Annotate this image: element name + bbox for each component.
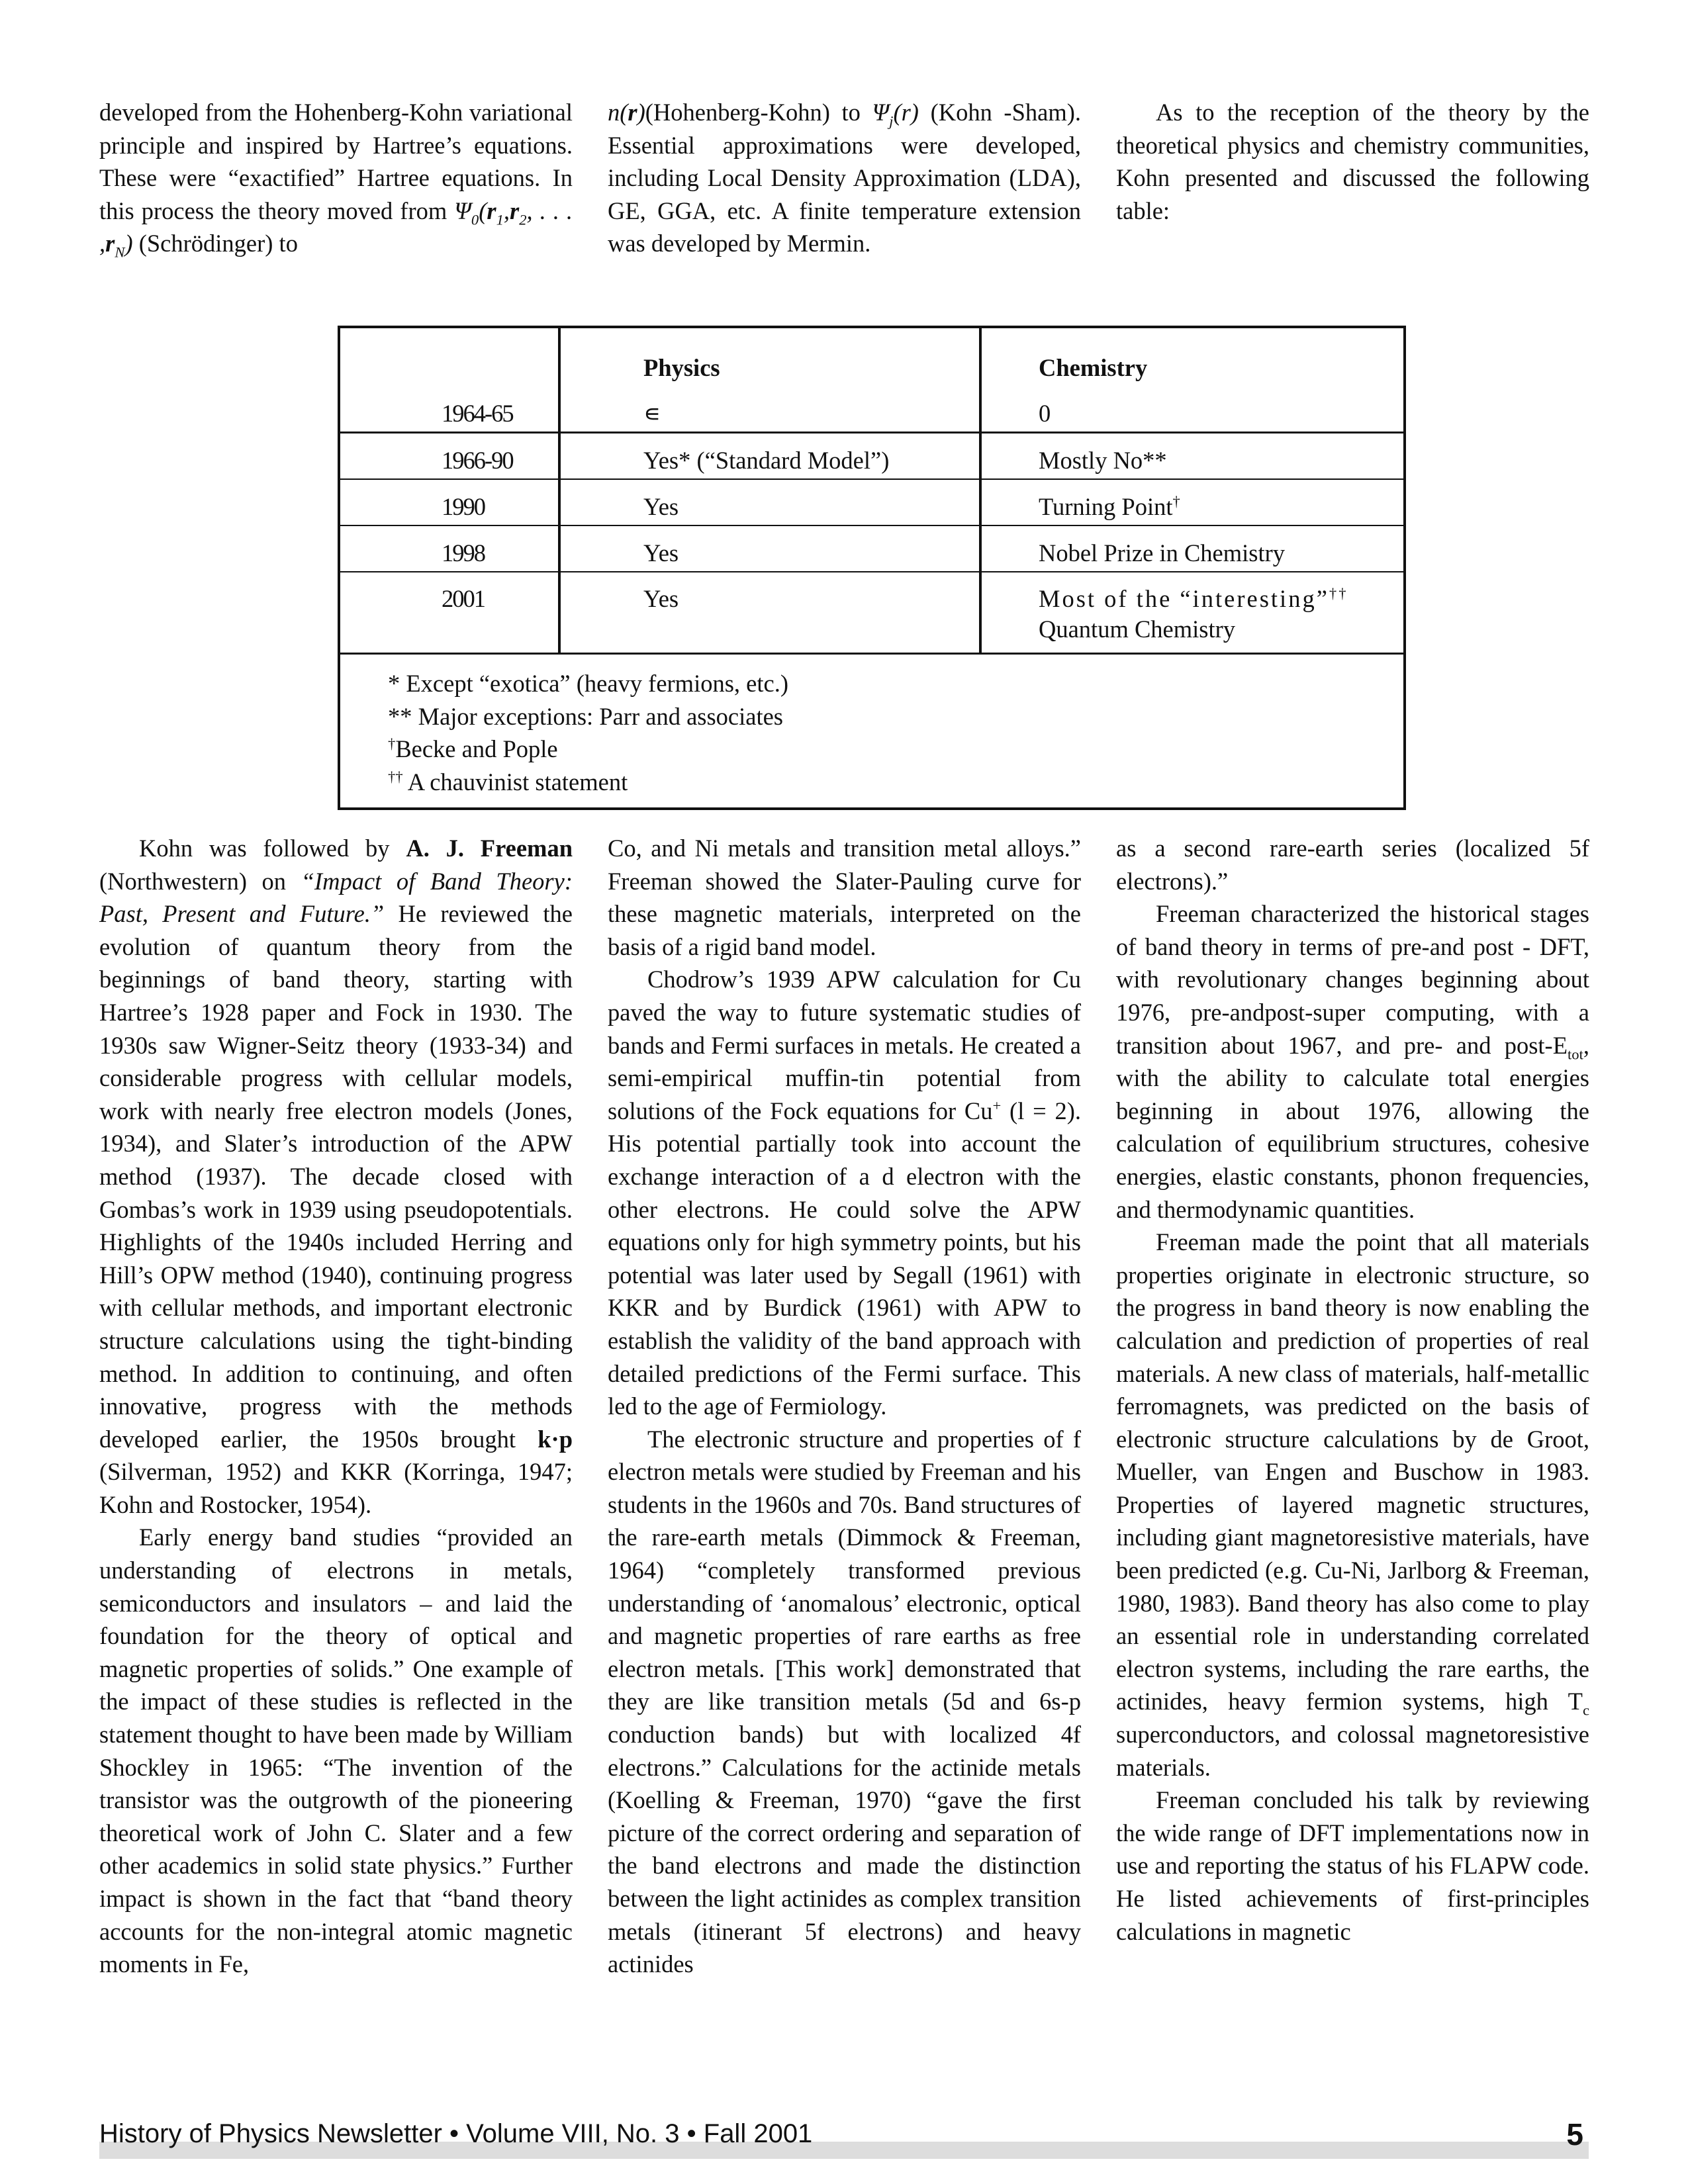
row-chemistry — [1039, 582, 1399, 615]
schrodinger-formula: $\Psi_0(r_1,r_2$, . . . $,r_N$) — [99, 197, 573, 261]
row-year: 2001 — [442, 585, 485, 612]
top-column-2 — [608, 96, 1081, 260]
top-col2-head: (Hohenberg-Kohn) to — [645, 99, 861, 126]
paragraph: Co, and Ni metals and transition metal alloys.” Freeman showed the Slater-Pauling curve for these magnetic materials, interpreted on the basis of a rigid band model. — [608, 835, 1081, 960]
table-note: †Becke and Pople — [388, 735, 558, 762]
table-rule — [340, 571, 1403, 572]
table-note: †† A chauvinist statement — [388, 768, 628, 796]
table-rule — [340, 525, 1403, 526]
density-formula: n(r) — [608, 99, 645, 126]
dagger-mark: † — [1172, 492, 1180, 510]
double-dagger-mark: †† — [1329, 584, 1348, 602]
top-col1-tail: (Schrödinger) to — [138, 230, 298, 257]
kp-method: k·p — [538, 1425, 573, 1453]
row-chemistry-text: Most of the “interesting” — [1039, 585, 1329, 612]
body-column-2 — [608, 832, 1081, 1981]
top-col2-text: (Kohn -Sham). Essential approximations were developed, including Local Density Approximation (LDA), GE, GGA, etc. A finite temperature extension was developed by Mermin. — [608, 99, 1082, 257]
paragraph: Freeman made the point that all materials properties originate in electronic structure, so the progress in band theory is now enabling the calculation and prediction of properties of real materials. A new class of materials, half-metallic ferromagnets, was predicted on the basis of electronic structure calculations by de Groot, Mueller, van Engen and Buschow in 1983. Properties of layered magnetic structures, including giant magnetoresistive materials, have been predicted (e.g. Cu-Ni, Jarlborg & Freeman, 1980, 1983). Band theory has also come to play an essential role in understanding correlated electron systems, including the rare earths, the actinides, heavy fermion systems, high $T_c$ superconductors, and colossal magnetoresistive materials. — [1116, 1228, 1589, 1781]
paragraph: Chodrow’s 1939 APW calculation for Cu paved the way to future systematic studies of bands and Fermi surfaces in metals. He created a semi-empirical muffin-tin potential from solutions of the Fock equations for Cu+ (l = 2). His potential partially took into account the exchange interaction of a d electron with the other electrons. He could solve the APW equations only for high symmetry points, but his potential was later used by Segall (1961) with KKR and by Burdick (1961) with APW to establish the validity of the band approach with detailed predictions of the Fermi surface. This led to the age of Fermiology. — [608, 966, 1081, 1420]
row-physics: Yes* (“Standard Model”) — [643, 447, 890, 474]
page-number: 5 — [1566, 2117, 1583, 2152]
table-note: * Except “exotica” (heavy fermions, etc.) — [388, 670, 788, 697]
row-year: 1990 — [442, 493, 485, 520]
row-chemistry-line2: Quantum Chemistry — [1039, 615, 1236, 643]
reception-table — [338, 326, 1406, 810]
body-column-3 — [1116, 832, 1589, 1948]
table-notes — [388, 667, 788, 798]
page-footer — [99, 2117, 1589, 2158]
row-year: 1964-65 — [442, 400, 513, 427]
table-rule — [340, 432, 1403, 433]
header-physics: Physics — [643, 354, 720, 381]
paragraph: Kohn was followed by A. J. Freeman (Northwestern) on “Impact of Band Theory: Past, Present and Future.” He reviewed the evolution of quantum theory from the beginnings of band theory, starting with Hartree’s 1928 paper and Fock in 1930. The 1930s saw Wigner-Seitz theory (1933-34) and considerable progress with cellular models, work with nearly free electron models (Jones, 1934), and Slater’s introduction of the APW method (1937). The decade closed with Gombas’s work in 1939 using pseudopotentials. Highlights of the 1940s included Herring and Hill’s OPW method (1940), continuing progress with cellular methods, and important electronic structure calculations using the tight-binding method. In addition to continuing, and often innovative, progress with the methods developed earlier, the 1950s brought k·p (Silverman, 1952) and KKR (Korringa, 1947; Kohn and Rostocker, 1954). — [99, 835, 573, 1518]
body-column-1 — [99, 832, 573, 1981]
paragraph: Freeman concluded his talk by reviewing the wide range of DFT implementations now in use and reporting the status of his FLAPW code. He listed achievements of first-principles calculations in magnetic — [1116, 1786, 1589, 1945]
top-column-1 — [99, 96, 573, 260]
talk-title: “Impact of Band Theory: Past, Present and Future.” — [99, 867, 573, 928]
table-divider — [979, 328, 982, 655]
row-chemistry — [1039, 490, 1180, 523]
row-chemistry: Nobel Prize in Chemistry — [1039, 539, 1286, 567]
row-chemistry: 0 — [1039, 400, 1051, 427]
paragraph: as a second rare-earth series (localized 5f electrons).” — [1116, 835, 1589, 895]
row-chemistry-text: Turning Point — [1039, 493, 1173, 520]
table-rule — [340, 653, 1403, 655]
row-year: 1998 — [442, 539, 485, 567]
row-physics: Yes — [643, 539, 679, 567]
top-col3-text: As to the reception of the theory by the theoretical physics and chemistry communities, Kohn presented and discussed the following table: — [1116, 99, 1589, 224]
footer-title: History of Physics Newsletter • Volume VIII, No. 3 • Fall 2001 — [99, 2119, 813, 2148]
table-note: ** Major exceptions: Parr and associates — [388, 702, 784, 730]
row-chemistry: Mostly No** — [1039, 447, 1167, 474]
speaker-name: A. J. Freeman — [406, 835, 573, 862]
row-physics: ∊ — [643, 400, 661, 427]
top-col1-text: developed from the Hohenberg-Kohn variational principle and inspired by Hartree’s equations. These were “exactified” Hartree equations. In this process the theory moved from — [99, 99, 573, 224]
table-divider — [558, 328, 561, 655]
kohn-sham-formula: $\Psi_j(r)$ — [872, 99, 919, 130]
paragraph: Freeman characterized the historical stages of band theory in terms of pre-and post - DFT, with revolutionary changes beginning about 1976, pre-andpost-super computing, with a transition about 1967, and pre- and post-$E_{tot}$, with the ability to calculate total energies beginning in about 1976, allowing the calculation of equilibrium structures, cohesive energies, elastic constants, phonon frequencies, and thermodynamic quantities. — [1116, 900, 1589, 1223]
header-chemistry: Chemistry — [1039, 354, 1148, 381]
paragraph: Early energy band studies “provided an understanding of electrons in metals, semiconductors and insulators – and laid the foundation for the theory of optical and magnetic properties of solids.” One example of the impact of these studies is reflected in the statement thought to have been made by William Shockley in 1965: “The invention of the transistor was the outgrowth of the pioneering theoretical work of John C. Slater and a few other academics in solid state physics.” Further impact is shown in the fact that “band theory accounts for the non-integral atomic magnetic moments in Fe, — [99, 1524, 573, 1978]
row-physics: Yes — [643, 585, 679, 612]
paragraph: The electronic structure and properties of f electron metals were studied by Freeman and his students in the 1960s and 70s. Band structures of the rare-earth metals (Dimmock & Freeman, 1964) “completely transformed previous understanding of ‘anomalous’ electronic, optical and magnetic properties of rare earths as free electron metals. [This work] demonstrated that they are like transition metals (5d and 6s-p conduction bands) but with localized 4f electrons.” Calculations for the actinide metals (Koelling & Freeman, 1970) “gave the first picture of the correct ordering and separation of the band electrons and made the distinction between the light actinides as complex transition metals (itinerant 5f electrons) and heavy actinides — [608, 1425, 1081, 1978]
table-rule — [340, 478, 1403, 480]
top-column-3 — [1116, 96, 1589, 227]
row-year: 1966-90 — [442, 447, 513, 474]
row-physics: Yes — [643, 493, 679, 520]
